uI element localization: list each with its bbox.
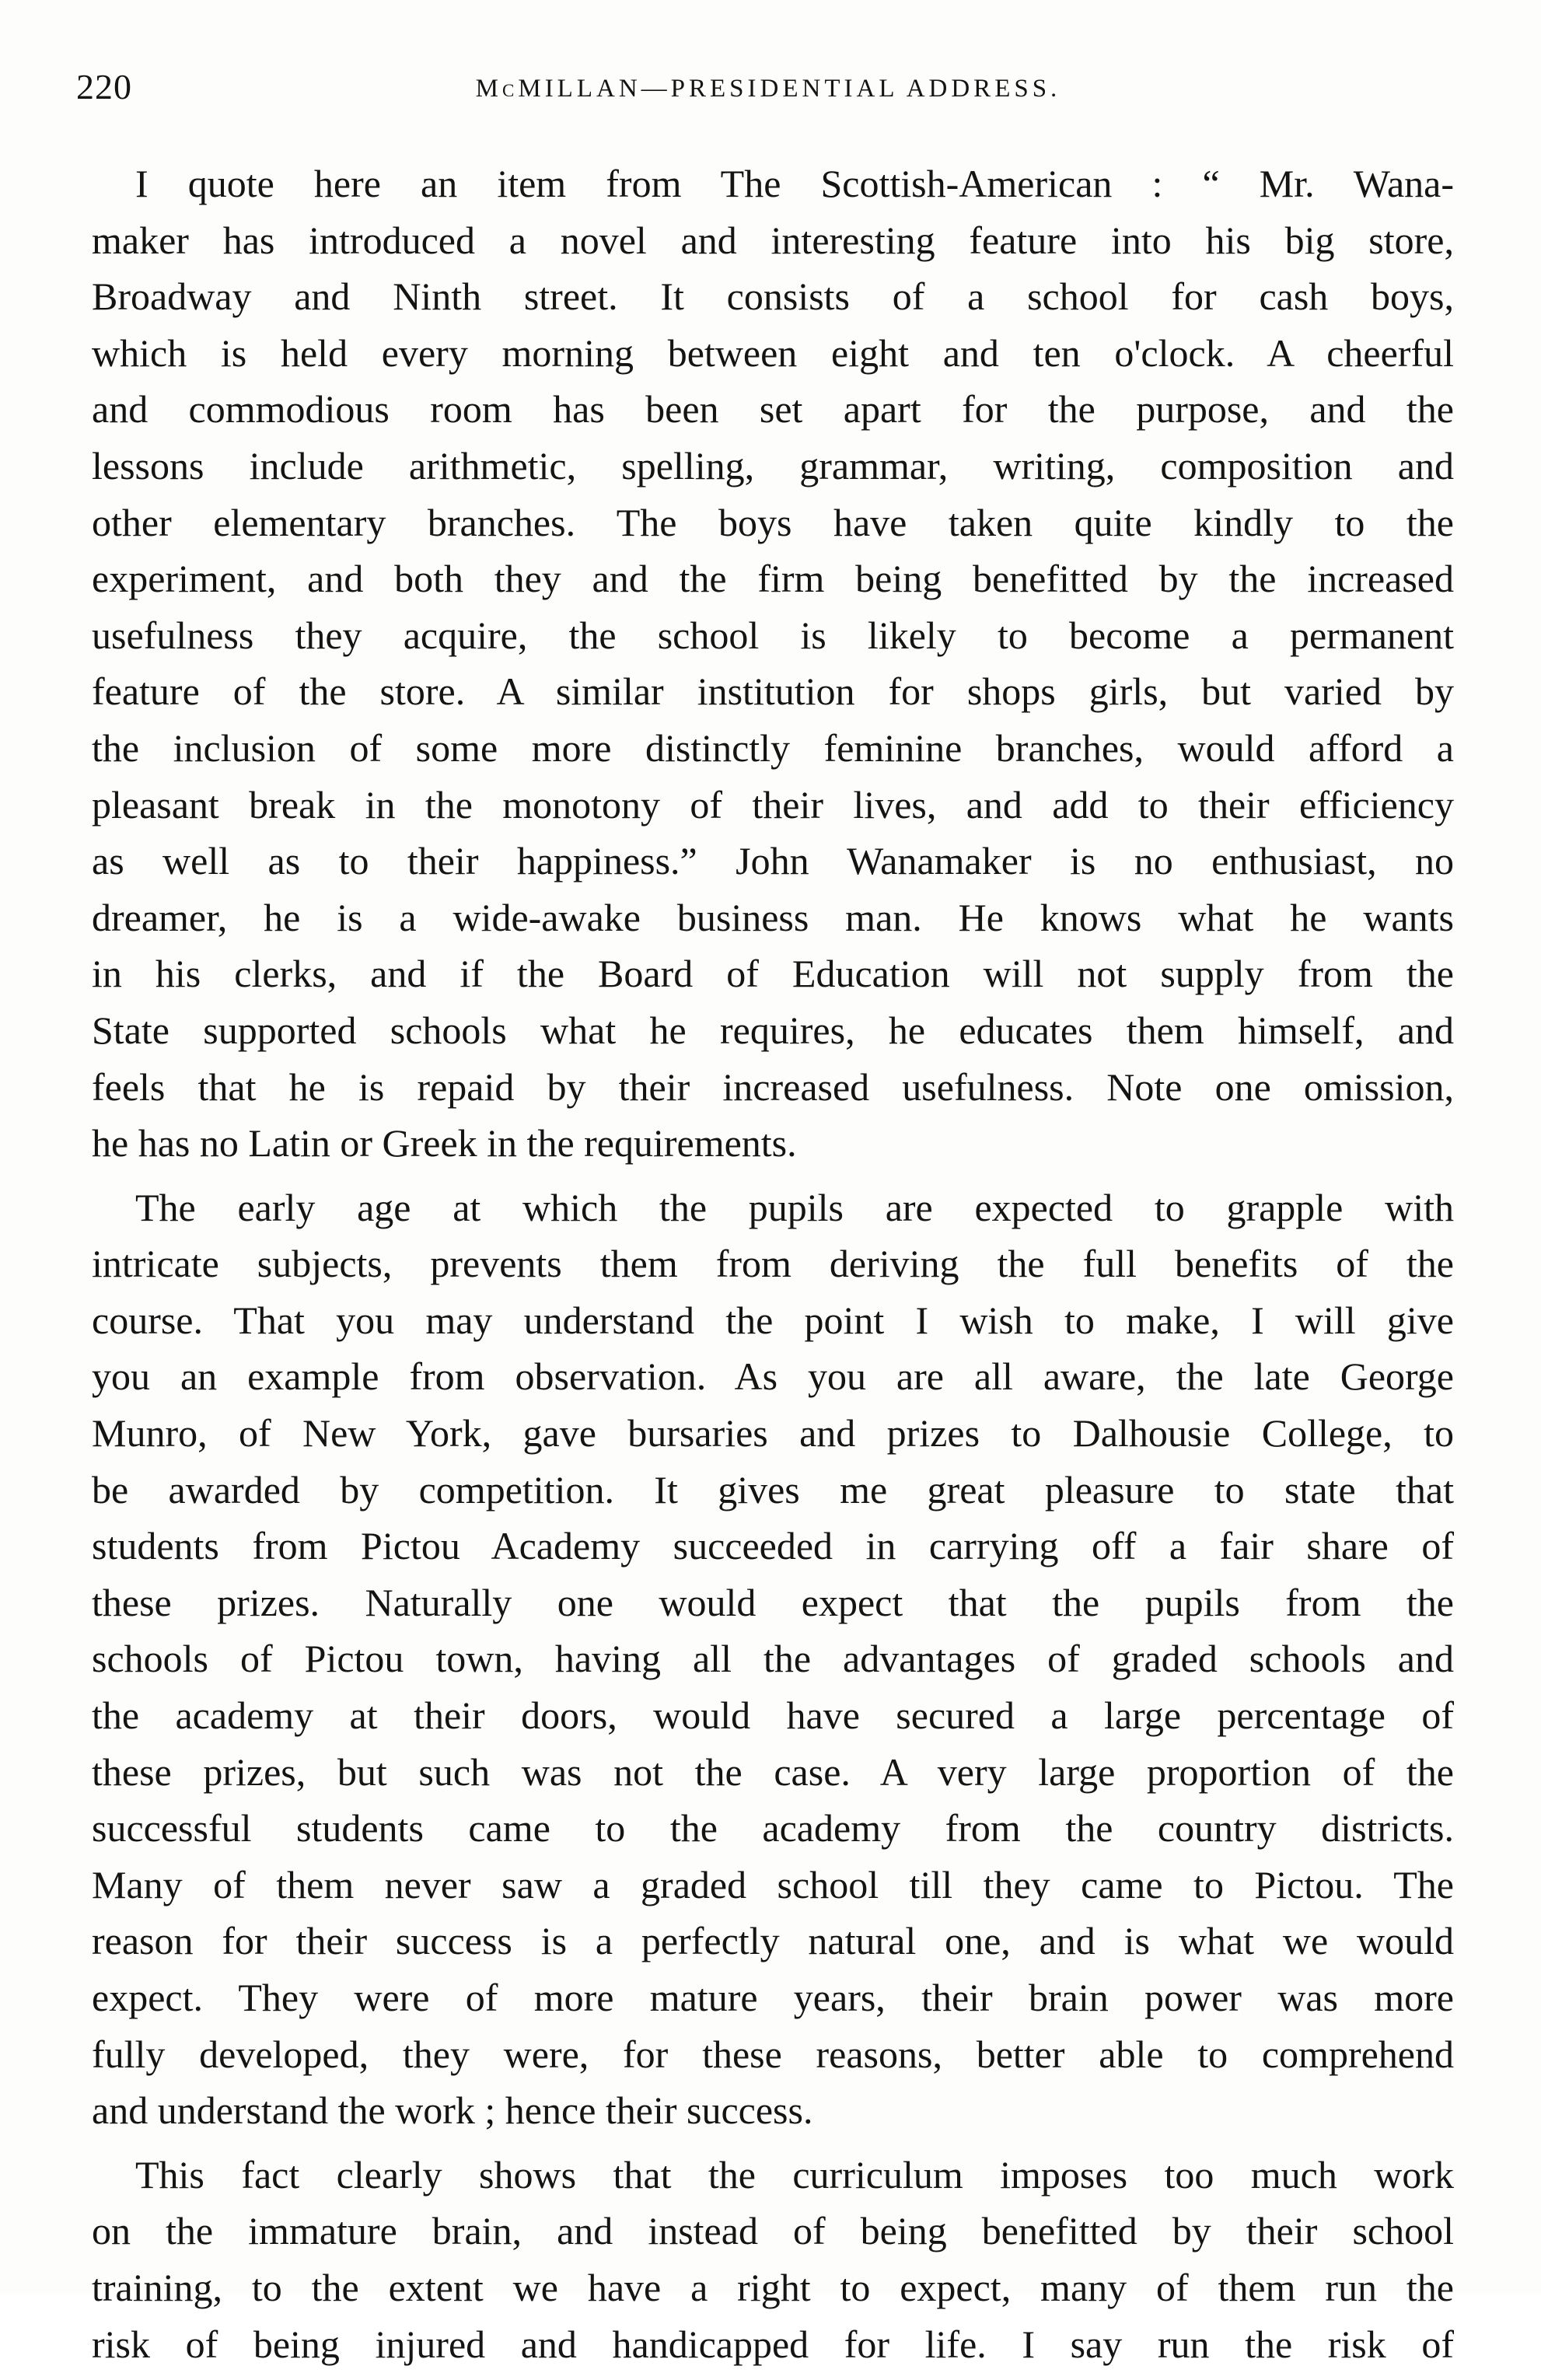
- text-line: Munro, of New York, gave bursaries and prizes to Dalhousie College, to: [92, 1411, 1454, 1456]
- text-line: dreamer, he is a wide-awake business man. He knows what he wants: [92, 895, 1454, 939]
- paragraph-1: [92, 156, 1454, 1172]
- text-line: which is held every morning between eight and ten o'clock. A cheerful: [92, 330, 1454, 375]
- text-line: pleasant break in the monotony of their lives, and add to their efficiency: [92, 782, 1454, 827]
- text-line: other elementary branches. The boys have taken quite kindly to the: [92, 500, 1454, 544]
- text-line: the inclusion of some more distinctly feminine branches, would afford a: [92, 725, 1454, 770]
- text-line: experiment, and both they and the firm being benefitted by the increased: [92, 557, 1454, 601]
- text-line: The early age at which the pupils are expected to grapple with: [135, 1185, 1454, 1229]
- body-text: [92, 156, 1454, 2380]
- text-line: This fact clearly shows that the curriculum imposes too much work: [135, 2152, 1454, 2197]
- text-line: these prizes, but such was not the case. A very large proportion of the: [92, 1749, 1454, 1794]
- text-line: lessons include arithmetic, spelling, grammar, writing, composition and: [92, 443, 1454, 488]
- text-line: feels that he is repaid by their increased usefulness. Note one omission,: [92, 1064, 1454, 1109]
- text-line: fully developed, they were, for these reasons, better able to comprehend: [92, 2032, 1454, 2076]
- text-line: feature of the store. A similar institution for shops girls, but varied by: [92, 669, 1454, 714]
- text-line: as well as to their happiness.” John Wanamaker is no enthusiast, no: [92, 839, 1454, 883]
- text-line: Broadway and Ninth street. It consists of a school for cash boys,: [92, 274, 1454, 319]
- page-number: 220: [76, 67, 132, 107]
- text-line: and commodious room has been set apart for the purpose, and the: [92, 387, 1454, 432]
- paragraph-3: [92, 2147, 1454, 2372]
- text-line: maker has introduced a novel and interesting feature into his big store,: [92, 218, 1454, 262]
- text-line: reason for their success is a perfectly natural one, and is what we would: [92, 1919, 1454, 1963]
- text-line: usefulness they acquire, the school is likely to become a permanent: [92, 613, 1454, 657]
- text-line: State supported schools what he requires, he educates them himself, and: [92, 1008, 1454, 1052]
- text-line: successful students came to the academy from the country districts.: [92, 1806, 1454, 1851]
- running-head: [76, 64, 1460, 110]
- text-line: expect. They were of more mature years, their brain power was more: [92, 1976, 1454, 2019]
- text-line: and understand the work ; hence their success.: [92, 2088, 813, 2133]
- text-line: be awarded by competition. It gives me great pleasure to state that: [92, 1467, 1454, 1512]
- text-line: course. That you may understand the point I wish to make, I will give: [92, 1298, 1454, 1342]
- text-line: risk of being injured and handicapped for life. I say run the risk of: [92, 2322, 1454, 2366]
- text-line: training, to the extent we have a right to expect, many of them run the: [92, 2265, 1454, 2309]
- text-line: I quote here an item from The Scottish-American : “ Mr. Wana-: [135, 162, 1454, 205]
- text-line: you an example from observation. As you are all aware, the late George: [92, 1354, 1454, 1399]
- text-line: students from Pictou Academy succeeded in carrying off a fair share of: [92, 1524, 1454, 1568]
- text-line: schools of Pictou town, having all the advantages of graded schools and: [92, 1637, 1454, 1681]
- running-title: McMILLAN—PRESIDENTIAL ADDRESS.: [475, 75, 1061, 103]
- text-line: the academy at their doors, would have secured a large percentage of: [92, 1693, 1454, 1738]
- text-line: he has no Latin or Greek in the requirements.: [92, 1121, 797, 1166]
- text-line: on the immature brain, and instead of being benefitted by their school: [92, 2209, 1454, 2253]
- text-line: these prizes. Naturally one would expect that the pupils from the: [92, 1580, 1454, 1624]
- text-line: Many of them never saw a graded school till they came to Pictou. The: [92, 1862, 1454, 1906]
- paragraph-2: [92, 1180, 1454, 2139]
- text-line: intricate subjects, prevents them from deriving the full benefits of the: [92, 1242, 1454, 1286]
- text-line: in his clerks, and if the Board of Education will not supply from the: [92, 952, 1454, 996]
